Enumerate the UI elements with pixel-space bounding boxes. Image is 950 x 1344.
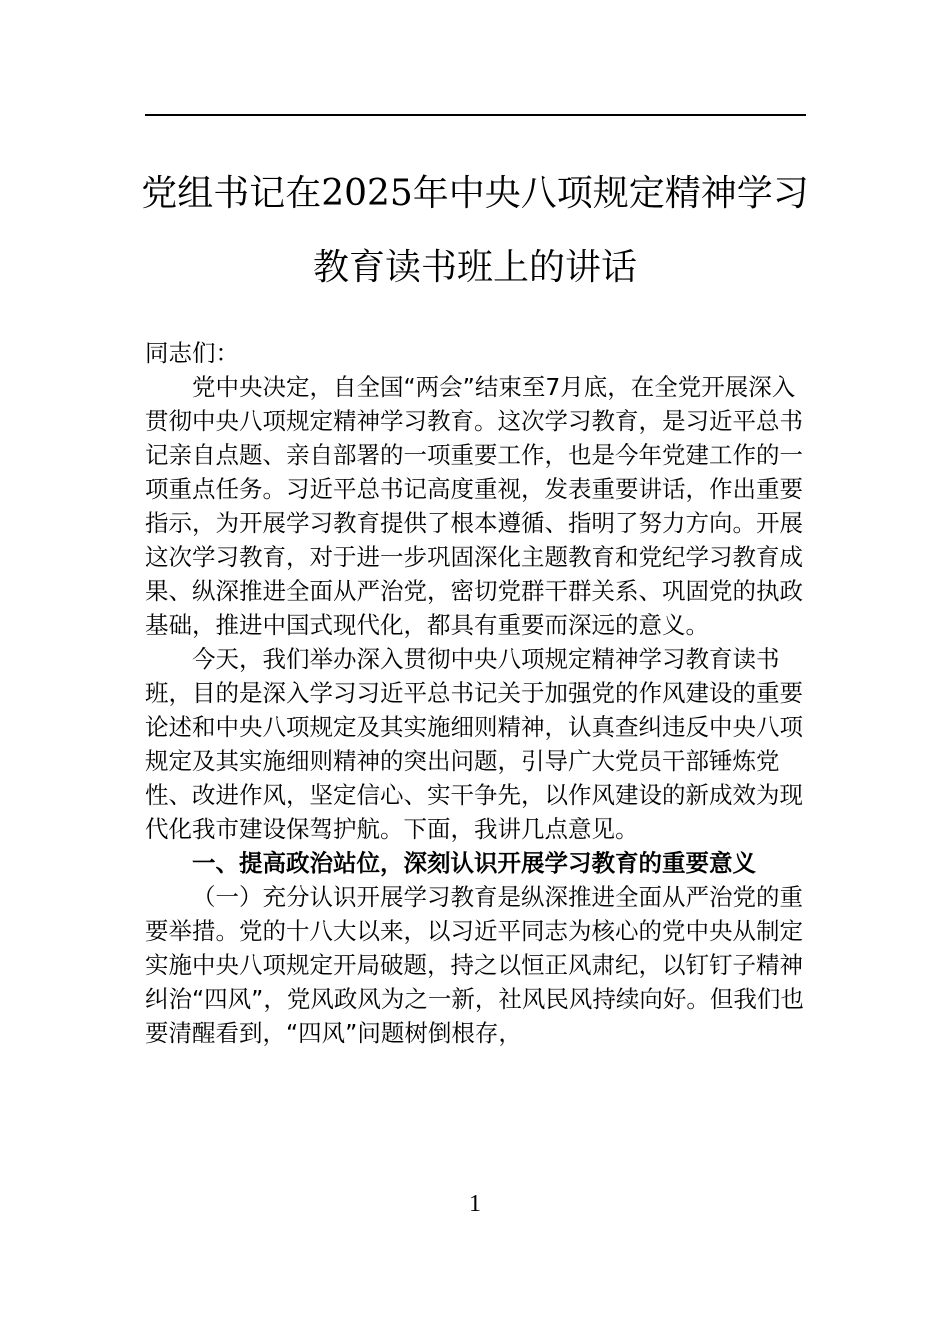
document-title-line-2: 教育读书班上的讲话 [312, 247, 637, 288]
salutation: 同志们： [145, 339, 239, 367]
header-rule [145, 114, 806, 116]
document-body [145, 336, 810, 1050]
paragraph-purpose: 今天，我们举办深入贯彻中央八项规定精神学习教育读书班，目的是深入学习习近平总书记关于加强党的作风建设的重要论述和中央八项规定及其实施细则精神，认真查纠违反中央八项规定及其实施细则精神的突出问题，引导广大党员干部锤炼党性、改进作风，坚定信心、实干争先，以作风建设的新成效为现代化我市建设保驾护航。下面，我讲几点意见。 [145, 645, 803, 843]
document-title-line-1: 党组书记在2025年中央八项规定精神学习 [141, 173, 809, 214]
section-heading: 一、提高政治站位，深刻认识开展学习教育的重要意义 [192, 849, 756, 877]
subsection-paragraph: （一）充分认识开展学习教育是纵深推进全面从严治党的重要举措。党的十八大以来，以习近平同志为核心的党中央从制定实施中央八项规定开局破题，持之以恒正风肃纪，以钉钉子精神纠治“四风”，党风政风为之一新，社风民风持续向好。但我们也要清醒看到，“四风”问题树倒根存， [145, 883, 804, 1047]
page-number: 1 [469, 1191, 481, 1217]
paragraph-intro: 党中央决定，自全国“两会”结束至7月底，在全党开展深入贯彻中央八项规定精神学习教育。这次学习教育，是习近平总书记亲自点题、亲自部署的一项重要工作，也是今年党建工作的一项重点任务。习近平总书记高度重视，发表重要讲话，作出重要指示，为开展学习教育提供了根本遵循、指明了努力方向。开展这次学习教育，对于进一步巩固深化主题教育和党纪学习教育成果、纵深推进全面从严治党，密切党群干群关系、巩固党的执政基础，推进中国式现代化，都具有重要而深远的意义。 [145, 373, 803, 639]
